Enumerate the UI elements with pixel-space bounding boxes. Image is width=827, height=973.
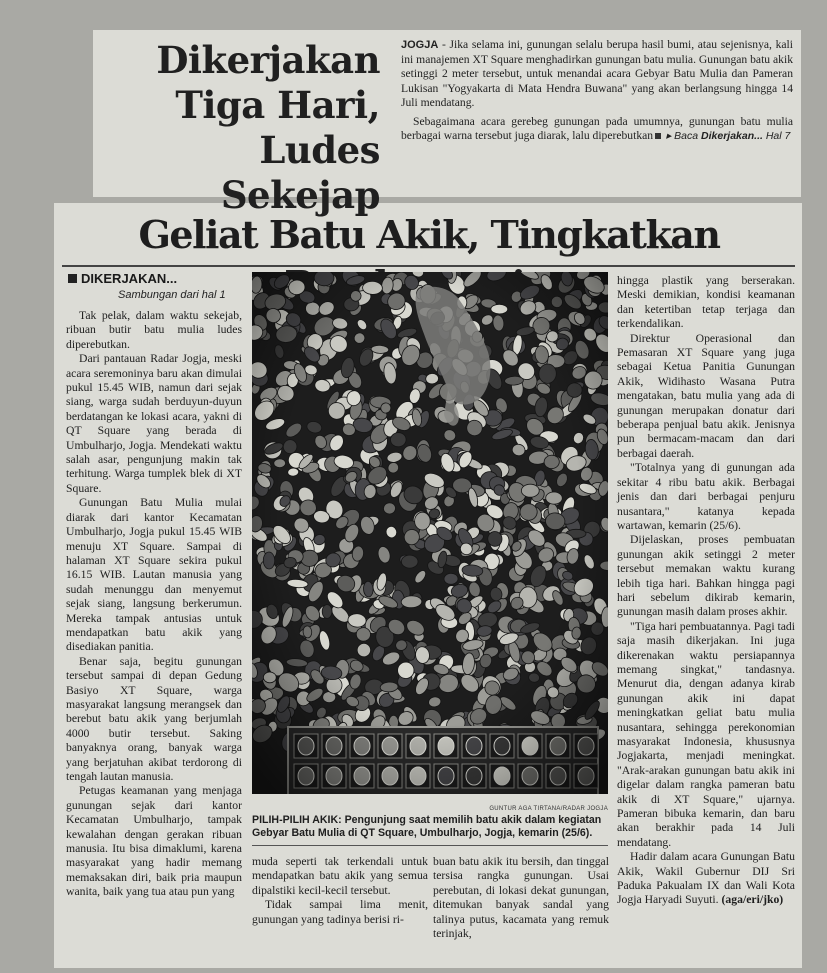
article-column-2 bbox=[252, 855, 428, 927]
photo-caption bbox=[252, 814, 608, 840]
teaser-headline-line-3: Ludes Sekejap bbox=[220, 128, 380, 217]
gemstones-photo bbox=[252, 272, 608, 794]
paragraph: Gunungan Batu Mulia mulai diarak dari kantor Kecamatan Umbulharjo, Jogja pukul 15.45 WIB menuju XT Square. Sampai di halaman XT Square sekira pukul 16.15 WIB. Lautan manusia yang sudah menunggu dan menyemut sejak siang, langsung berkerumun. Mereka tampak antusias untuk mendapatkan batu akik yang disediakan panitia. bbox=[66, 496, 242, 654]
teaser-paragraph-1-text: - Jika selama ini, gunungan selalu berupa hasil bumi, atau sejenisnya, kali ini manajemen XT Square menghadirkan gunungan batu mulia. Gunungan batu akik setinggi 2 meter tersebut, untuk menandai acara Gebyar Batu Mulia dan Pameran Lukisan "Yogyakarta di Mata Hendra Buwana" yang akan berlangsung hingga 14 Juli mendatang. bbox=[401, 38, 793, 109]
article-column-1 bbox=[66, 309, 242, 900]
kicker-text: DIKERJAKAN... bbox=[81, 271, 178, 286]
kicker-square-icon bbox=[68, 274, 77, 283]
paragraph: Dijelaskan, proses pembuatan gunungan akik setinggi 2 meter tersebut memakan waktu kurang lebih tiga hari. Bahkan hingga pagi hari sebelum dikirab kemarin, gunungan masih dalam proses akhir. bbox=[617, 533, 795, 619]
see-title: Dikerjakan... bbox=[701, 130, 763, 142]
caption-label: PILIH-PILIH AKIK: bbox=[252, 814, 342, 826]
paragraph: Direktur Operasional dan Pemasaran XT Square yang juga sebagai Ketua Panitia Gunungan Akik, Widihasto Wasana Putra mengatakan, batu mulia yang ada di gunungan merupakan donatur dari beberapa penjual batu akik. Jenisnya pun bermacam-macam dan dari berbagai daerah. bbox=[617, 331, 795, 460]
caption-rule bbox=[252, 845, 608, 846]
article-column-3 bbox=[433, 855, 609, 941]
photo-credit: GUNTUR AGA TIRTANA/RADAR JOGJA bbox=[489, 806, 608, 812]
paragraph: "Totalnya yang di gunungan ada sekitar 4 ribu batu akik. Berbagai jenis dan dari berbagai penjuru nusantara," katanya kepada wartawan, kemarin (25/6). bbox=[617, 461, 795, 532]
teaser-headline-line-1: Dikerjakan bbox=[156, 38, 380, 82]
caption-text: Pengunjung saat memilih batu akik dalam kegiatan Gebyar Batu Mulia di QT Square, Umbulharjo, Jogja, kemarin (25/6). bbox=[252, 814, 602, 839]
teaser-paragraph-2-text: Sebagaimana acara gerebeg gunungan pada umumnya, gunungan batu mulia berbagai warna tersebut juga diarak, lalu diperebutkan bbox=[401, 114, 793, 142]
paragraph: Dari pantauan Radar Jogja, meski acara seremoninya baru akan dimulai pukul 15.45 WIB, namun dari sejak siang, warga sudah berduyun-duyun berdatangan ke lokasi acara, yakni di QT Square yang berada di Umbulharjo, Jogja. Mendekati waktu salah asar, pengunjung makin tak terhitung. Warga tumplek blek di XT Square. bbox=[66, 352, 242, 495]
paragraph: Tidak sampai lima menit, gunungan yang tadinya berisi ri- bbox=[252, 898, 428, 926]
paragraph: Benar saja, begitu gunungan tersebut sampai di depan Gedung Basiyo XT Square, warga masyarakat langsung merangsek dan berebut batu akik yang berjumlah 4000 butir tersebut. Saking banyaknya orang, banyak warga yang berjatuhan akibat terdorong di tengah lautan manusia. bbox=[66, 654, 242, 783]
kicker bbox=[68, 271, 177, 286]
paragraph: "Tiga hari pembuatannya. Pagi tadi saja masih dikerjakan. Ini juga dikerenakan waktu persiapannya memang singkat," tandasnya. Menurut dia, dengan adanya kirab gunungan akik ini dapat meningkatkan geliat batu mulia nusantara, sehingga perekonomian masyarakat Indonesia, khususnya Jogjakarta, menjadi meningkat. "Arak-arakan gunungan batu akik ini digelar dalam rangka pameran batu akik di XT Square," ujarnya. Pameran bibuka kemarin, dan baru akan berakhir pada 14 Juli mendatang. bbox=[617, 619, 796, 849]
headline-rule bbox=[62, 265, 795, 267]
teaser-paragraph-2 bbox=[401, 115, 793, 144]
paragraph: muda seperti tak terkendali untuk mendapatkan batu akik yang semua dipalstiki kecil-kecil tersebut. bbox=[252, 855, 428, 897]
dateline: JOGJA bbox=[401, 39, 439, 51]
paragraph bbox=[617, 850, 795, 908]
see-page-reference bbox=[666, 130, 790, 142]
article-headline: Geliat Batu Akik, Tingkatkan bbox=[138, 212, 720, 257]
teaser-headline-line-2: Tiga Hari, bbox=[175, 83, 380, 127]
paragraph: Petugas keamanan yang menjaga gunungan sejak dari kantor Kecamatan Umbulharjo, tampak kewalahan dengan gerakan ribuan manusia. Itu bisa dimaklumi, karena masyarakat yang hadir memang memaksakan diri, baik pria maupun wanita, baik yang tua atau pun yang bbox=[66, 784, 242, 899]
paragraph: Tak pelak, dalam waktu sekejab, ribuan butir batu mulia ludes diperebutkan. bbox=[66, 309, 242, 351]
teaser-headline bbox=[95, 38, 380, 218]
paragraph: hingga plastik yang berserakan. Meski demikian, kondisi keamanan dan ketertiban tetap terjaga dan terkendalikan. bbox=[617, 274, 795, 331]
end-square-icon bbox=[655, 133, 661, 139]
author-signature: (aga/eri/jko) bbox=[721, 893, 784, 907]
teaser-paragraph-1 bbox=[401, 38, 793, 111]
see-prefix: Baca bbox=[674, 130, 702, 142]
see-suffix: Hal 7 bbox=[762, 130, 791, 142]
paragraph-text: Hadir dalam acara Gunungan Batu Akik, Wakil Gubernur DIJ Sri Paduka Pakualam IX dan Wali Kota Jogja Haryadi Suyuti. bbox=[617, 850, 795, 907]
article-column-4 bbox=[617, 274, 795, 908]
triangle-icon: ▸ bbox=[665, 130, 672, 142]
teaser-body bbox=[401, 38, 793, 144]
continued-from: Sambungan dari hal 1 bbox=[118, 289, 226, 301]
paragraph: buan batu akik itu bersih, dan tinggal tersisa rangka gunungan. Usai perebutan, di lokasi dekat gunungan, ditemukan banyak sandal yang talinya putus, kacamata yang remuk terinjak, bbox=[433, 855, 609, 941]
gemstones-image bbox=[252, 272, 608, 794]
